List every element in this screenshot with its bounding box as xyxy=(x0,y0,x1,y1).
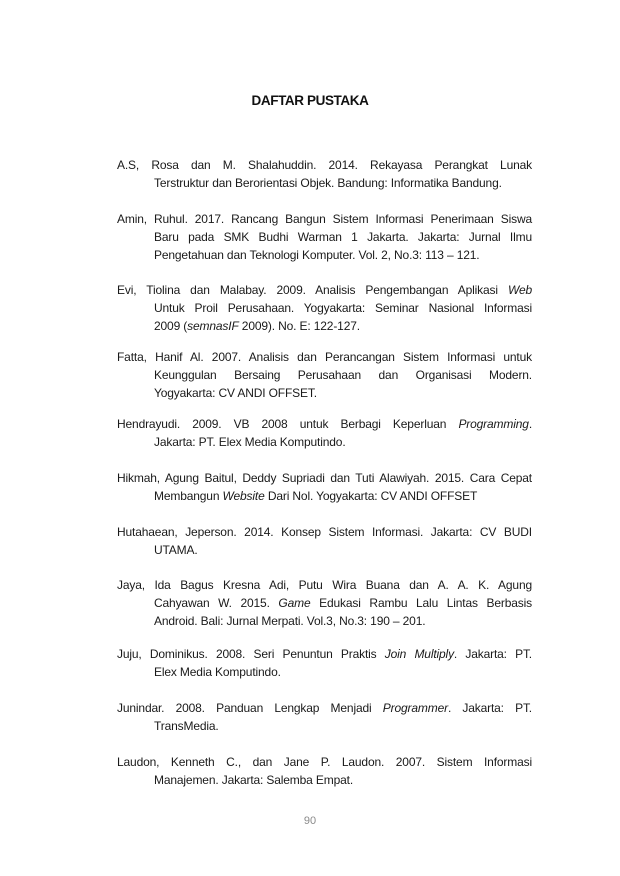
reference-entry xyxy=(117,699,532,735)
reference-line: Baru pada SMK Budhi Warman 1 Jakarta. Jakarta: Jurnal Ilmu xyxy=(154,230,532,244)
reference-line: Jaya, Ida Bagus Kresna Adi, Putu Wira Buana dan A. A. K. Agung xyxy=(117,578,532,592)
reference-line: Untuk Proil Perusahaan. Yogyakarta: Seminar Nasional Informasi xyxy=(154,301,532,315)
reference-line: Hikmah, Agung Baitul, Deddy Supriadi dan Tuti Alawiyah. 2015. Cara Cepat xyxy=(117,471,532,485)
italic-term: semnasIF xyxy=(187,319,239,333)
reference-line: Fatta, Hanif Al. 2007. Analisis dan Perancangan Sistem Informasi untuk xyxy=(117,350,532,364)
italic-term: Website xyxy=(222,489,265,503)
reference-entry xyxy=(117,210,532,264)
reference-line: Laudon, Kenneth C., dan Jane P. Laudon. 2007. Sistem Informasi xyxy=(117,755,532,769)
reference-line: 2009 (semnasIF 2009). No. E: 122-127. xyxy=(154,319,360,333)
italic-term: Programmer xyxy=(382,701,448,715)
reference-entry xyxy=(117,281,532,335)
reference-line: Cahyawan W. 2015. Game Edukasi Rambu Lalu Lintas Berbasis xyxy=(154,596,532,610)
reference-line: Keunggulan Bersaing Perusahaan dan Organisasi Modern. xyxy=(154,368,532,382)
reference-line: Terstruktur dan Berorientasi Objek. Bandung: Informatika Bandung. xyxy=(154,176,502,190)
reference-entry xyxy=(117,576,532,630)
reference-line: Juju, Dominikus. 2008. Seri Penuntun Praktis Join Multiply. Jakarta: PT. xyxy=(117,647,532,661)
reference-entry xyxy=(117,156,532,192)
reference-line: Amin, Ruhul. 2017. Rancang Bangun Sistem Informasi Penerimaan Siswa xyxy=(117,212,532,226)
reference-entry xyxy=(117,348,532,402)
reference-line: Hendrayudi. 2009. VB 2008 untuk Berbagi Keperluan Programming. xyxy=(117,417,532,431)
italic-term: Join Multiply xyxy=(384,647,454,661)
reference-line: Membangun Website Dari Nol. Yogyakarta: CV ANDI OFFSET xyxy=(154,489,478,503)
reference-line: Pengetahuan dan Teknologi Komputer. Vol. 2, No.3: 113 – 121. xyxy=(154,248,480,262)
reference-entry xyxy=(117,523,532,559)
reference-line: Evi, Tiolina dan Malabay. 2009. Analisis Pengembangan Aplikasi Web xyxy=(117,283,532,297)
page-number: 90 xyxy=(303,815,317,827)
reference-line: Android. Bali: Jurnal Merpati. Vol.3, No.3: 190 – 201. xyxy=(154,614,426,628)
italic-term: Programming xyxy=(458,417,529,431)
reference-entry xyxy=(117,415,532,451)
reference-entry xyxy=(117,469,532,505)
reference-line: TransMedia. xyxy=(154,719,219,733)
reference-line: Elex Media Komputindo. xyxy=(154,665,281,679)
reference-line: Jakarta: PT. Elex Media Komputindo. xyxy=(154,435,346,449)
reference-line: Hutahaean, Jeperson. 2014. Konsep Sistem Informasi. Jakarta: CV BUDI xyxy=(117,525,532,539)
reference-line: UTAMA. xyxy=(154,543,198,557)
reference-line: Yogyakarta: CV ANDI OFFSET. xyxy=(154,386,317,400)
page-title: DAFTAR PUSTAKA xyxy=(251,93,369,108)
italic-term: Web xyxy=(507,283,532,297)
reference-line: A.S, Rosa dan M. Shalahuddin. 2014. Rekayasa Perangkat Lunak xyxy=(117,158,532,172)
italic-term: Game xyxy=(278,596,311,610)
reference-line: Junindar. 2008. Panduan Lengkap Menjadi Programmer. Jakarta: PT. xyxy=(117,701,532,715)
reference-entry xyxy=(117,753,532,789)
reference-line: Manajemen. Jakarta: Salemba Empat. xyxy=(154,773,353,787)
reference-entry xyxy=(117,645,532,681)
